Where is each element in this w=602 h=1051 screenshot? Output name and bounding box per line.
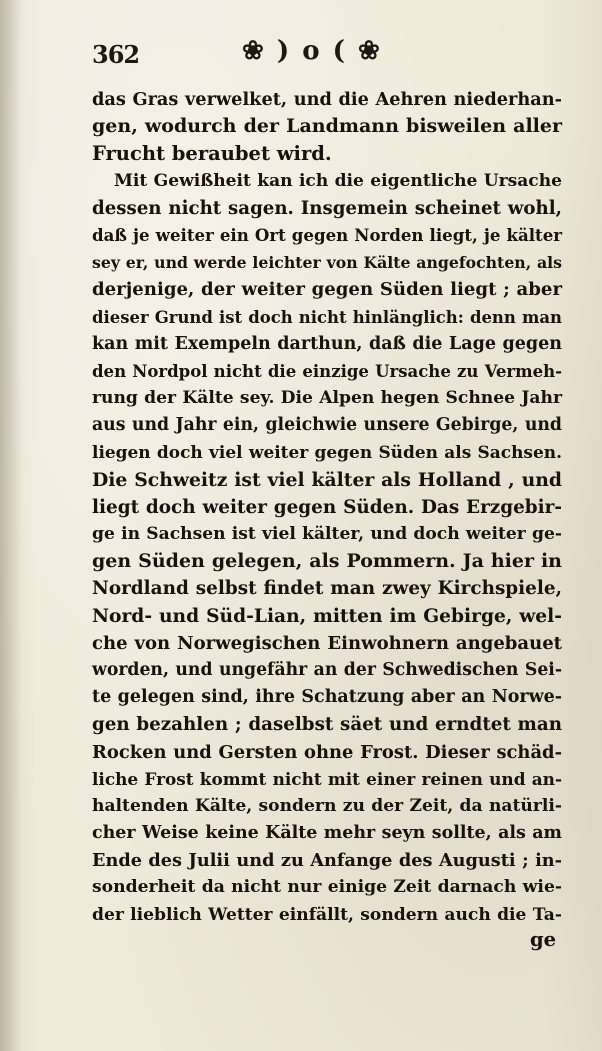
- text-line: gen bezahlen ; daselbst säet und erndtet man: [92, 714, 562, 736]
- text-line: gen, wodurch der Landmann bisweilen aller: [92, 115, 562, 138]
- text-line: den Nordpol nicht die einzige Ursache zu Vermeh-: [92, 360, 562, 381]
- text-line: gen Süden gelegen, als Pommern. Ja hier in: [92, 550, 562, 573]
- text-line: che von Norwegischen Einwohnern angebauet: [92, 632, 562, 654]
- text-line: worden, und ungefähr an der Schwedischen Sei-: [92, 659, 562, 680]
- text-line: liegen doch viel weiter gegen Süden als Sachsen.: [92, 442, 562, 463]
- text-line: te gelegen sind, ihre Schatzung aber an Norwe-: [92, 687, 562, 708]
- spine-shadow: [0, 0, 22, 1051]
- text-line: dessen nicht sagen. Insgemein scheinet wohl,: [92, 197, 562, 219]
- text-line: das Gras verwelket, und die Aehren niederhan-: [92, 89, 562, 110]
- text-line: haltenden Kälte, sondern zu der Zeit, da natürli-: [92, 795, 562, 816]
- text-line: Frucht beraubet wird.: [92, 142, 332, 166]
- body-text: [92, 86, 562, 929]
- text-line: derjenige, der weiter gegen Süden liegt ; aber: [92, 279, 562, 301]
- page-header: [92, 36, 562, 76]
- text-line: liegt doch weiter gegen Süden. Das Erzgebir-: [92, 496, 562, 518]
- text-line: Ende des Julii und zu Anfange des Augusti ; in-: [92, 850, 562, 872]
- catchword: ge: [529, 928, 556, 951]
- text-line: sey er, und werde leichter von Kälte angefochten, als: [92, 253, 562, 273]
- text-line: Rocken und Gersten ohne Frost. Dieser schäd-: [92, 741, 562, 763]
- text-line: Mit Gewißheit kan ich die eigentliche Ursache: [114, 170, 562, 191]
- text-line: sonderheit da nicht nur einige Zeit darnach wie-: [92, 877, 562, 898]
- text-line: ge in Sachsen ist viel kälter, und doch weiter ge-: [92, 524, 562, 544]
- text-line: liche Frost kommt nicht mit einer reinen und an-: [92, 768, 562, 789]
- text-line: Nord- und Süd-Lian, mitten im Gebirge, wel-: [92, 604, 562, 627]
- text-line: dieser Grund ist doch nicht hinlänglich: denn man: [92, 307, 562, 327]
- page-number: 362: [92, 40, 140, 69]
- text-line: kan mit Exempeln darthun, daß die Lage gegen: [92, 333, 562, 354]
- text-line: der lieblich Wetter einfällt, sondern auch die Ta-: [92, 904, 562, 925]
- text-line: cher Weise keine Kälte mehr seyn sollte, als am: [92, 823, 562, 844]
- header-ornament: ❀ ) o ( ❀: [242, 36, 382, 66]
- text-line: daß je weiter ein Ort gegen Norden liegt, je kälter: [92, 224, 562, 245]
- text-line: aus und Jahr ein, gleichwie unsere Gebirge, und: [92, 415, 562, 436]
- text-line: Die Schweitz ist viel kälter als Holland , und: [92, 468, 562, 491]
- text-line: rung der Kälte sey. Die Alpen hegen Schnee Jahr: [92, 388, 562, 409]
- text-line: Nordland selbst findet man zwey Kirchspiele,: [92, 578, 562, 600]
